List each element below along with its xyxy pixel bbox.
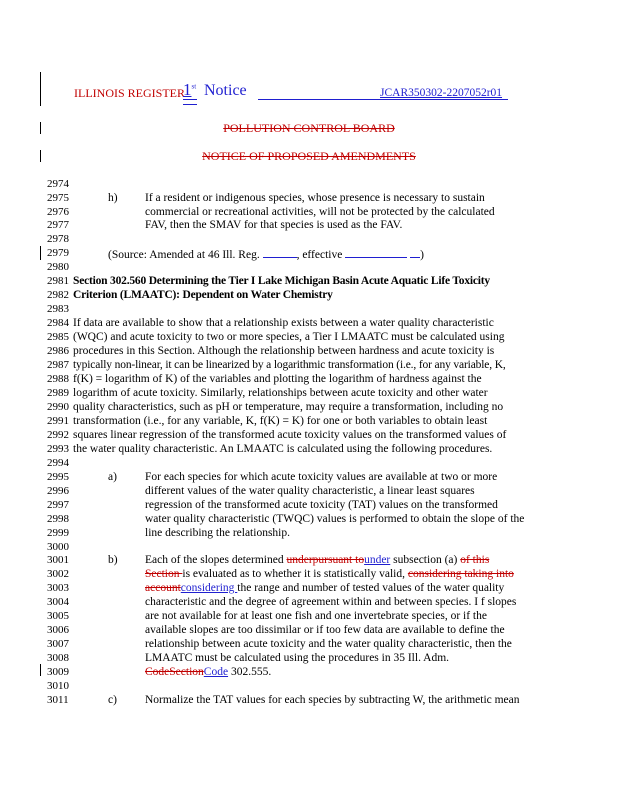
item-h-text: If a resident or indigenous species, whose presence is necessary to sustain <box>145 192 485 204</box>
line-number: 3011 <box>47 694 69 706</box>
header-underline <box>183 104 197 105</box>
item-b-text: available slopes are too dissimilar or if too few data are available to define the <box>145 624 505 636</box>
change-bar <box>40 72 41 106</box>
deleted-text: CodeSection <box>145 666 204 678</box>
line-number: 2996 <box>47 485 69 497</box>
notice-label: Notice <box>204 82 247 99</box>
line-number: 3002 <box>47 568 69 580</box>
change-bar <box>40 664 41 676</box>
board-name: POLLUTION CONTROL BOARD <box>223 121 395 135</box>
paragraph-line: procedures in this Section. Although the relationship between hardness and acute toxicity is <box>73 345 495 357</box>
section-heading: Section 302.560 Determining the Tier I Lake Michigan Basin Acute Aquatic Life Toxicity <box>73 275 490 287</box>
line-number: 2990 <box>47 401 69 413</box>
line-number: 2986 <box>47 345 69 357</box>
item-label: c) <box>108 694 117 706</box>
paragraph-line: typically non-linear, it can be linearized by a logarithmic transformation (i.e., for any variable, K, <box>73 359 506 371</box>
item-b-text: relationship between acute toxicity and the water quality characteristic, then the <box>145 638 512 650</box>
item-label: h) <box>108 192 118 204</box>
jcar-reference: JCAR350302-2207052r01 <box>380 87 503 99</box>
notice-title: NOTICE OF PROPOSED AMENDMENTS <box>202 149 416 163</box>
line-number: 2981 <box>47 275 69 287</box>
item-a-text: different values of the water quality characteristic, a linear least squares <box>145 485 475 497</box>
paragraph-line: the water quality characteristic. An LMAATC is calculated using the following procedures. <box>73 443 493 455</box>
paragraph-line: transformation (i.e., for any variable, K, f(K) = K) for one or both variables to obtain least <box>73 415 488 427</box>
line-number: 2998 <box>47 513 69 525</box>
line-number: 2975 <box>47 192 69 204</box>
line-number: 2985 <box>47 331 69 343</box>
deleted-text: account <box>145 582 181 594</box>
line-number: 2977 <box>47 219 69 231</box>
line-number: 3003 <box>47 582 69 594</box>
line-number: 3001 <box>47 554 69 566</box>
deleted-text: of this <box>460 554 490 566</box>
line-number: 2983 <box>47 303 69 315</box>
paragraph-line: f(K) = logarithm of K) of the variables and plotting the logarithm of hardness against the <box>73 373 482 385</box>
header-underline <box>258 99 508 100</box>
line-number: 2993 <box>47 443 69 455</box>
line-number: 2994 <box>47 457 69 469</box>
line-number: 3009 <box>47 666 69 678</box>
line-number: 2988 <box>47 373 69 385</box>
item-b-text: are not available for at least one fish and one invertebrate species, or if the <box>145 610 487 622</box>
paragraph-line: logarithm of acute toxicity. Similarly, relationships between acute toxicity and other water <box>73 387 488 399</box>
line-number: 2997 <box>47 499 69 511</box>
item-h-text: FAV, then the SMAV for that species is used as the FAV. <box>145 219 403 231</box>
line-number: 2980 <box>47 261 69 273</box>
line-number: 3008 <box>47 652 69 664</box>
source-note: (Source: Amended at 46 Ill. Reg. , effective ) <box>108 249 424 261</box>
item-b-text: accountconsidering the range and number of tested values of the water quality <box>145 582 505 594</box>
paragraph-line: quality characteristics, such as pH or temperature, may require a transformation, including no <box>73 401 504 413</box>
line-number: 3000 <box>47 541 69 553</box>
item-c-text: Normalize the TAT values for each species by subtracting W, the arithmetic mean <box>145 694 520 706</box>
item-b-text: CodeSectionCode 302.555. <box>145 666 272 678</box>
paragraph-line: squares linear regression of the transformed acute toxicity values on the transformed values of <box>73 429 507 441</box>
line-number: 2992 <box>47 429 69 441</box>
item-a-text: For each species for which acute toxicity values are available at two or more <box>145 471 498 483</box>
line-number: 2976 <box>47 206 69 218</box>
paragraph-line: (WQC) and acute toxicity to two or more species, a Tier I LMAATC must be calculated using <box>73 331 505 343</box>
line-number: 2982 <box>47 289 69 301</box>
line-number: 3005 <box>47 610 69 622</box>
line-number: 3006 <box>47 624 69 636</box>
line-number: 2974 <box>47 178 69 190</box>
item-a-text: line describing the relationship. <box>145 527 290 539</box>
item-b-text: Each of the slopes determined underpursuant tounder subsection (a) of this <box>145 554 490 566</box>
header-underline <box>183 99 197 100</box>
inserted-text: considering <box>180 582 238 594</box>
inserted-text: Code <box>203 666 229 678</box>
line-number: 2999 <box>47 527 69 539</box>
paragraph-line: If data are available to show that a relationship exists between a water quality characteristic <box>73 317 494 329</box>
item-label: b) <box>108 554 118 566</box>
line-number: 2987 <box>47 359 69 371</box>
item-b-text: Section is evaluated as to whether it is statistically valid, considering taking into <box>145 568 514 580</box>
deleted-text: Section <box>145 568 183 580</box>
deleted-text: considering taking into <box>407 568 514 580</box>
item-b-text: LMAATC must be calculated using the procedures in 35 Ill. Adm. <box>145 652 450 664</box>
line-number: 2991 <box>47 415 69 427</box>
item-a-text: water quality characteristic (TWQC) values is performed to obtain the slope of the <box>145 513 525 525</box>
line-number: 3007 <box>47 638 69 650</box>
line-number: 2984 <box>47 317 69 329</box>
line-number: 2979 <box>47 247 69 259</box>
inserted-mark: 1st <box>183 80 197 99</box>
line-number: 2995 <box>47 471 69 483</box>
line-number: 3004 <box>47 596 69 608</box>
line-number: 2978 <box>47 233 69 245</box>
inserted-text: under <box>364 554 391 566</box>
register-header: ILLINOIS REGISTER <box>74 86 185 100</box>
change-bar <box>40 246 41 260</box>
line-number: 2989 <box>47 387 69 399</box>
item-label: a) <box>108 471 117 483</box>
item-a-text: regression of the transformed acute toxicity (TAT) values on the transformed <box>145 499 498 511</box>
line-number: 3010 <box>47 680 69 692</box>
deleted-text: underpursuant to <box>286 554 365 566</box>
item-h-text: commercial or recreational activities, will not be protected by the calculated <box>145 206 495 218</box>
section-heading: Criterion (LMAATC): Dependent on Water Chemistry <box>73 289 333 301</box>
item-b-text: characteristic and the degree of agreement within and between species. I f slopes <box>145 596 517 608</box>
